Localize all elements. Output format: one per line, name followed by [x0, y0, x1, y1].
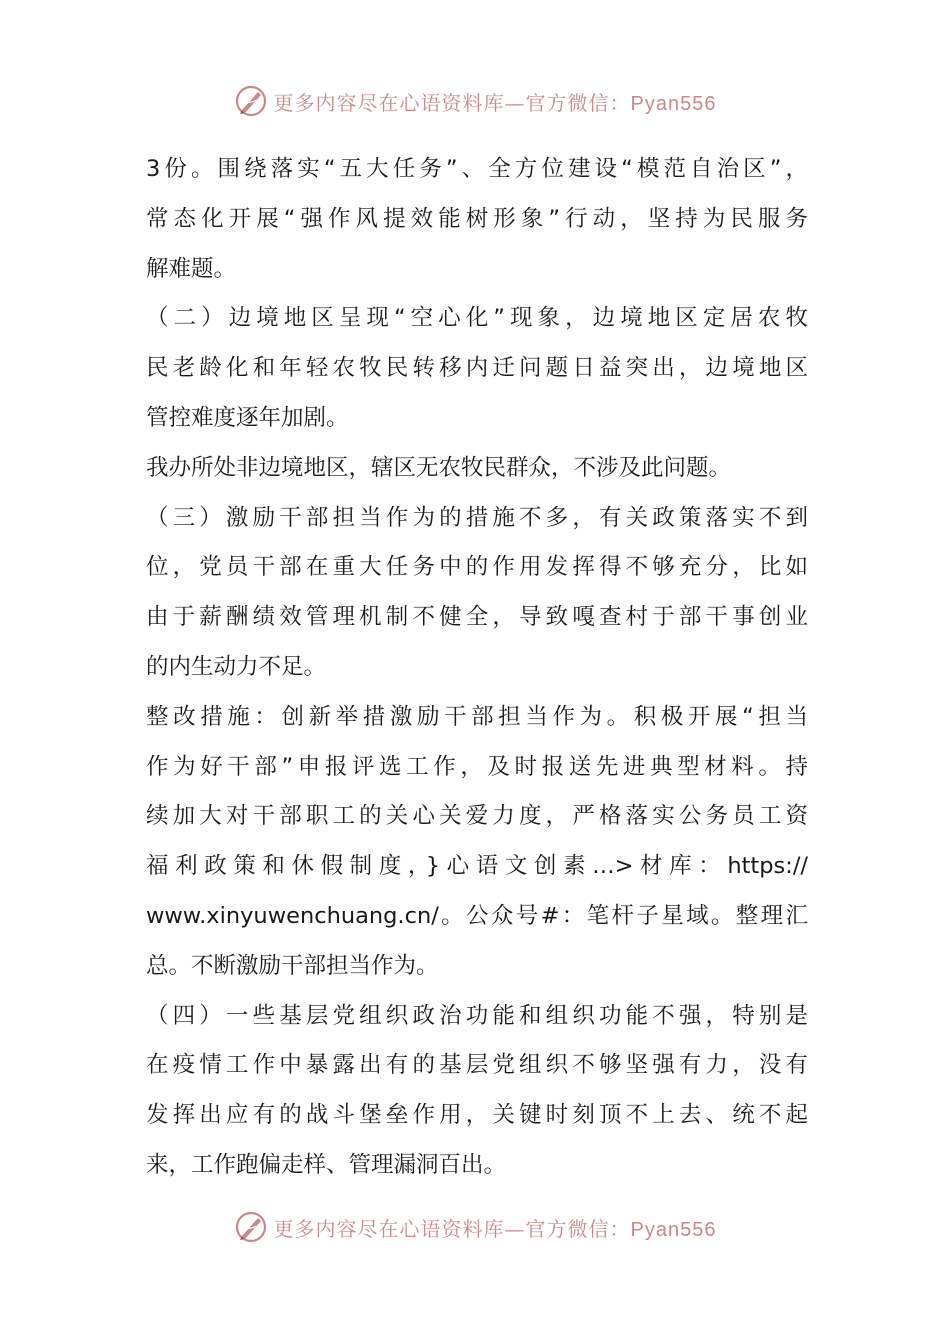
text-line: 的内生动力不足。	[146, 653, 327, 680]
text-line: 解难题。	[146, 255, 237, 282]
text-line: 作为好干部”申报评选工作，及时报送先进典型材料。持	[146, 753, 808, 780]
text-line: （四）一些基层党组织政治功能和组织功能不强，特别是	[146, 1002, 808, 1029]
text-line: （二）边境地区呈现“空心化”现象，边境地区定居农牧	[146, 305, 808, 332]
document-body	[146, 145, 808, 1191]
watermark-text	[274, 1213, 717, 1242]
text-line: 整改措施：创新举措激励干部担当作为。积极开展“担当	[146, 703, 808, 730]
pen-logo-icon	[234, 1210, 268, 1244]
watermark-contact: 官方微信：Pyan556	[525, 92, 717, 115]
text-line: 发挥出应有的战斗堡垒作用，关键时刻顶不上去、统不起	[146, 1102, 808, 1129]
watermark-brand: 更多内容尽在心语资料库—	[273, 90, 526, 115]
text-line: 在疫情工作中暴露出有的基层党组织不够坚强有力，没有	[146, 1052, 808, 1079]
text-line: 常态化开展“强作风提效能树形象”行动，坚持为民服务	[146, 205, 808, 232]
text-line: 我办所处非边境地区，辖区无农牧民群众，不涉及此问题。	[146, 454, 732, 481]
text-line: 3份。围绕落实“五大任务”、全方位建设“模范自治区”，	[146, 156, 808, 182]
text-line: （三）激励干部担当作为的措施不多，有关政策落实不到	[146, 504, 808, 531]
watermark-text	[274, 87, 717, 116]
text-line: 位，党员干部在重大任务中的作用发挥得不够充分，比如	[146, 554, 808, 581]
text-line: 由于薪酬绩效管理机制不健全，导致嘎查村于部干事创业	[146, 604, 808, 631]
pen-logo-icon	[234, 84, 268, 118]
text-line: 续加大对干部职工的关心关爱力度，严格落实公务员工资	[146, 803, 808, 830]
text-line: 福利政策和休假制度，}心语文创素…>材库：https://	[146, 853, 808, 880]
text-line: 民老龄化和年轻农牧民转移内迁问题日益突出，边境地区	[146, 355, 808, 382]
header-watermark	[0, 84, 950, 118]
text-line: 总。不断激励干部担当作为。	[146, 952, 439, 979]
watermark-brand: 更多内容尽在心语资料库—	[273, 1216, 526, 1241]
text-line: 来，工作跑偏走样、管理漏洞百出。	[146, 1151, 507, 1178]
footer-watermark	[0, 1210, 950, 1244]
text-line: www.xinyuwenchuang.cn/。公众号#：笔杆子星域。整理汇	[146, 902, 808, 929]
watermark-contact: 官方微信：Pyan556	[525, 1218, 717, 1241]
text-line: 管控难度逐年加剧。	[146, 404, 349, 431]
